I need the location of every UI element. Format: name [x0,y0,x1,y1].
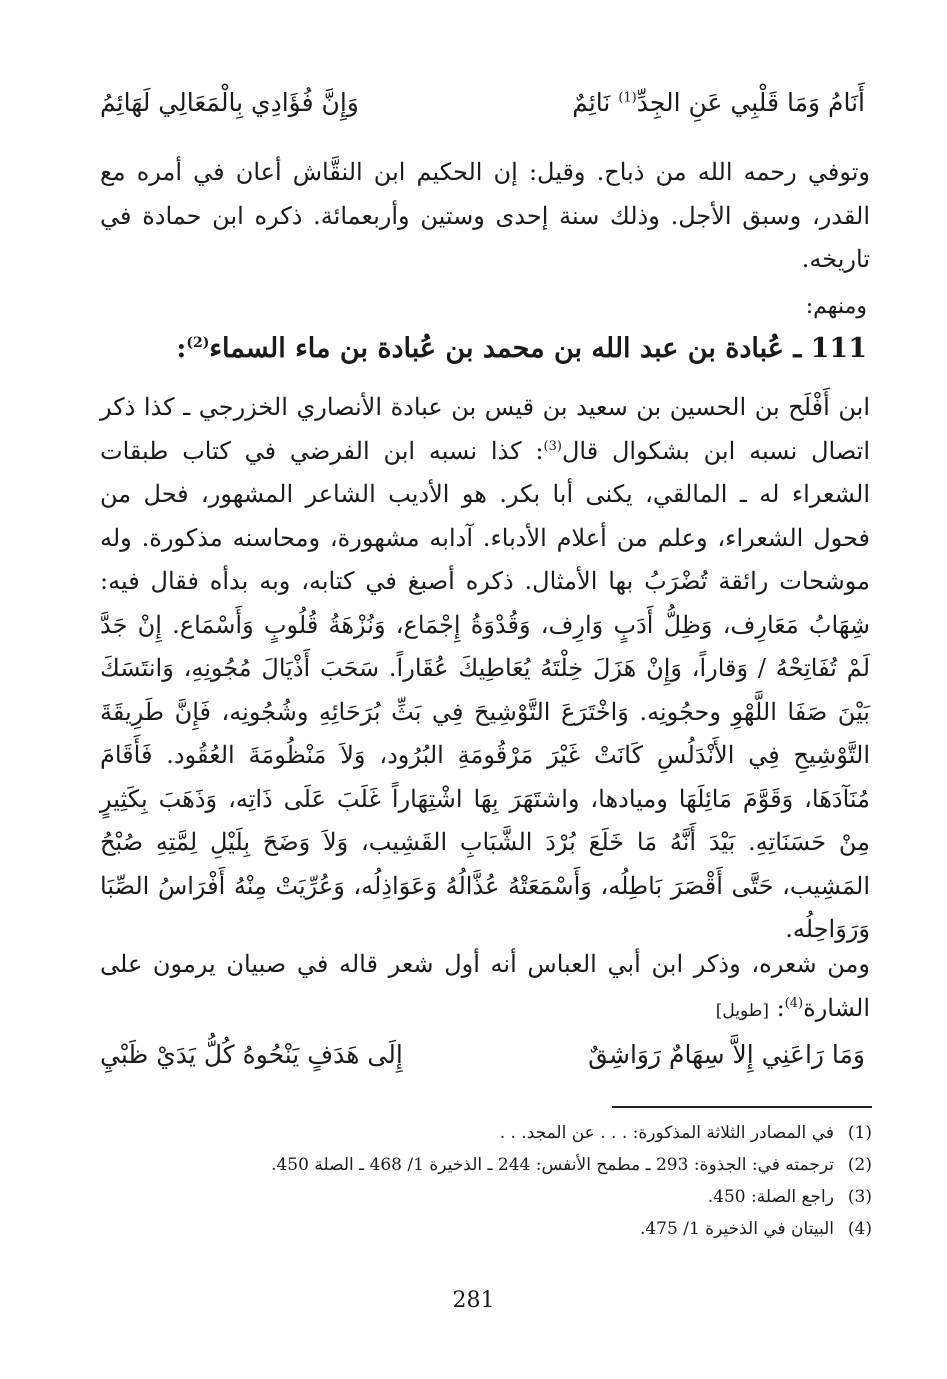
footnote-number: (2) [847,1155,872,1175]
footnote-ref[interactable]: (1) [618,90,637,106]
footnote-text: في المصادر الثلاثة المذكورة: . . . عن المجد. . . [499,1123,834,1143]
page-number: 281 [452,1288,495,1313]
footnote-ref[interactable]: (4) [784,995,804,1011]
footnote-ref[interactable]: (3) [543,438,562,454]
verse-line [100,1032,865,1076]
verse-right-hemistich: وَمَا رَاعَنِي إِلاَّ سِهَامٌ رَوَاشِقٌ [588,1039,865,1069]
footnote [640,1219,872,1239]
footnote-text: ترجمته في: الجذوة: 293 ـ مطمح الأنفس: 244 ـ الذخيرة 1/ 468 ـ الصلة 450. [271,1155,834,1175]
paragraph: ومن شعره، وذكر ابن أبي العباس أنه أول شعر قاله في صبيان يرمون على الشارة$^{(4)}$: [طويل] [100,950,870,1022]
meter-label: [طويل] [715,1000,769,1021]
paragraph: وتوفي رحمه الله من ذباح. وقيل: إن الحكيم ابن النقَّاش أعان في أمره مع القدر، وسبق الأجل. وذلك سنة إحدى وستين وأربعمائة. ذكره ابن حمادة في تاريخه. [100,158,870,273]
footnote-number: (4) [847,1219,872,1239]
footnote-number: (1) [847,1123,872,1143]
verse-line [100,80,865,124]
verse-left-hemistich: إِلَى هَدَفٍ يَنْحُوهُ كُلُّ يَدَيْ ظَبْيِ [100,1039,403,1069]
entry-heading: 111 ـ عُبادة بن عبد الله بن محمد بن عُبادة بن ماء السماء$^{(2)}$: [176,333,867,364]
footnote [708,1187,872,1207]
section-intro: ومنهم: [805,294,867,319]
footnote [500,1123,872,1143]
verse-right-hemistich: أَنَامُ وَمَا قَلْبِي عَنِ الجِدِّ$^{(1)}$ نَائِمٌ [572,87,865,117]
footnote [271,1155,872,1175]
footnote-ref[interactable]: (2) [186,335,210,351]
footnote-text: البيتان في الذخيرة 1/ 475. [639,1219,834,1239]
footnote-text: راجع الصلة: 450. [707,1187,834,1207]
footnote-number: (3) [847,1187,872,1207]
footnote-divider [612,1106,872,1108]
verse-left-hemistich: وَإِنَّ فُؤَادِي بِالْمَعَالِي لَهَائِمُ [100,87,359,117]
paragraph: ابن أَفْلَح بن الحسين بن سعيد بن قيس بن عبادة الأنصاري الخزرجي ـ كذا ذكر اتصال نسبه ابن بشكوال قال$^{(3)}$: كذا نسبه ابن الفرضي في كتاب طبقات الشعراء له ـ المالقي، يكنى أبا بكر. هو الأديب الشاعر المشهور، فحل من فحول الشعراء، وعلم من أعلام الأدباء. آدابه مشهورة، ومحاسنه مذكورة. وله موشحات رائقة تُضْرَبُ بها الأمثال. ذكره أصبغ في كتابه، وبه بدأه فقال فيه: شِهَابُ مَعَارِف، وَظِلُّ أَدَبٍ وَارِف، وَقُدْوَةُ إِجْمَاع، وَنُزْهَةُ قُلُوبٍ وَأَسْمَاع. إِنْ جَدَّ لَمْ تُفَاتِحْهُ / وَقاراً، وَإِنْ هَزَلَ خِلْتَهُ يُعَاطِيكَ عُقَاراً. سَحَبَ أَذْيَالَ مُجُونِهِ، وَانتَسَكَ بَيْنَ صَفَا اللَّهْوِ وحجُونِه. وَاخْتَرَعَ التَّوْشِيحَ فِي بَثِّ بُرَحَائِهِ وشُجُونِه، فَإِنَّ طَرِيقَةَ التَّوْشِيحِ فِي الأَنْدَلُسِ كَانَتْ غَيْرَ مَرْقُومَةِ البُرُود، وَلاَ مَنْظُومَةَ العُقُود. فَأَقَامَ مُنَآدَهَا، وَقَوَّمَ مَائِلَهَا وميادها، واشتَهَرَ بِهَا اشْتِهَاراً غَلَبَ عَلَى ذَاتِه، وَذَهَبَ بِكَثِيرٍ مِنْ حَسَنَاتِهِ. بَيْدَ أَنَّهُ مَا خَلَعَ بُرْدَ الشَّبَابِ القَشِيب، وَلاَ وَضَحَ بِلَيْلِ لِمَّتِهِ صُبْحُ المَشِيب، حَتَّى أَقْصَرَ بَاطِلُه، وَأَسْمَعَتْهُ عُذَّالُهُ وَعَوَاذِلُه، وَعُرِّيَتْ مِنْهُ أَفْرَاسُ الصِّبَا وَرَوَاحِلُه. [100,393,871,943]
